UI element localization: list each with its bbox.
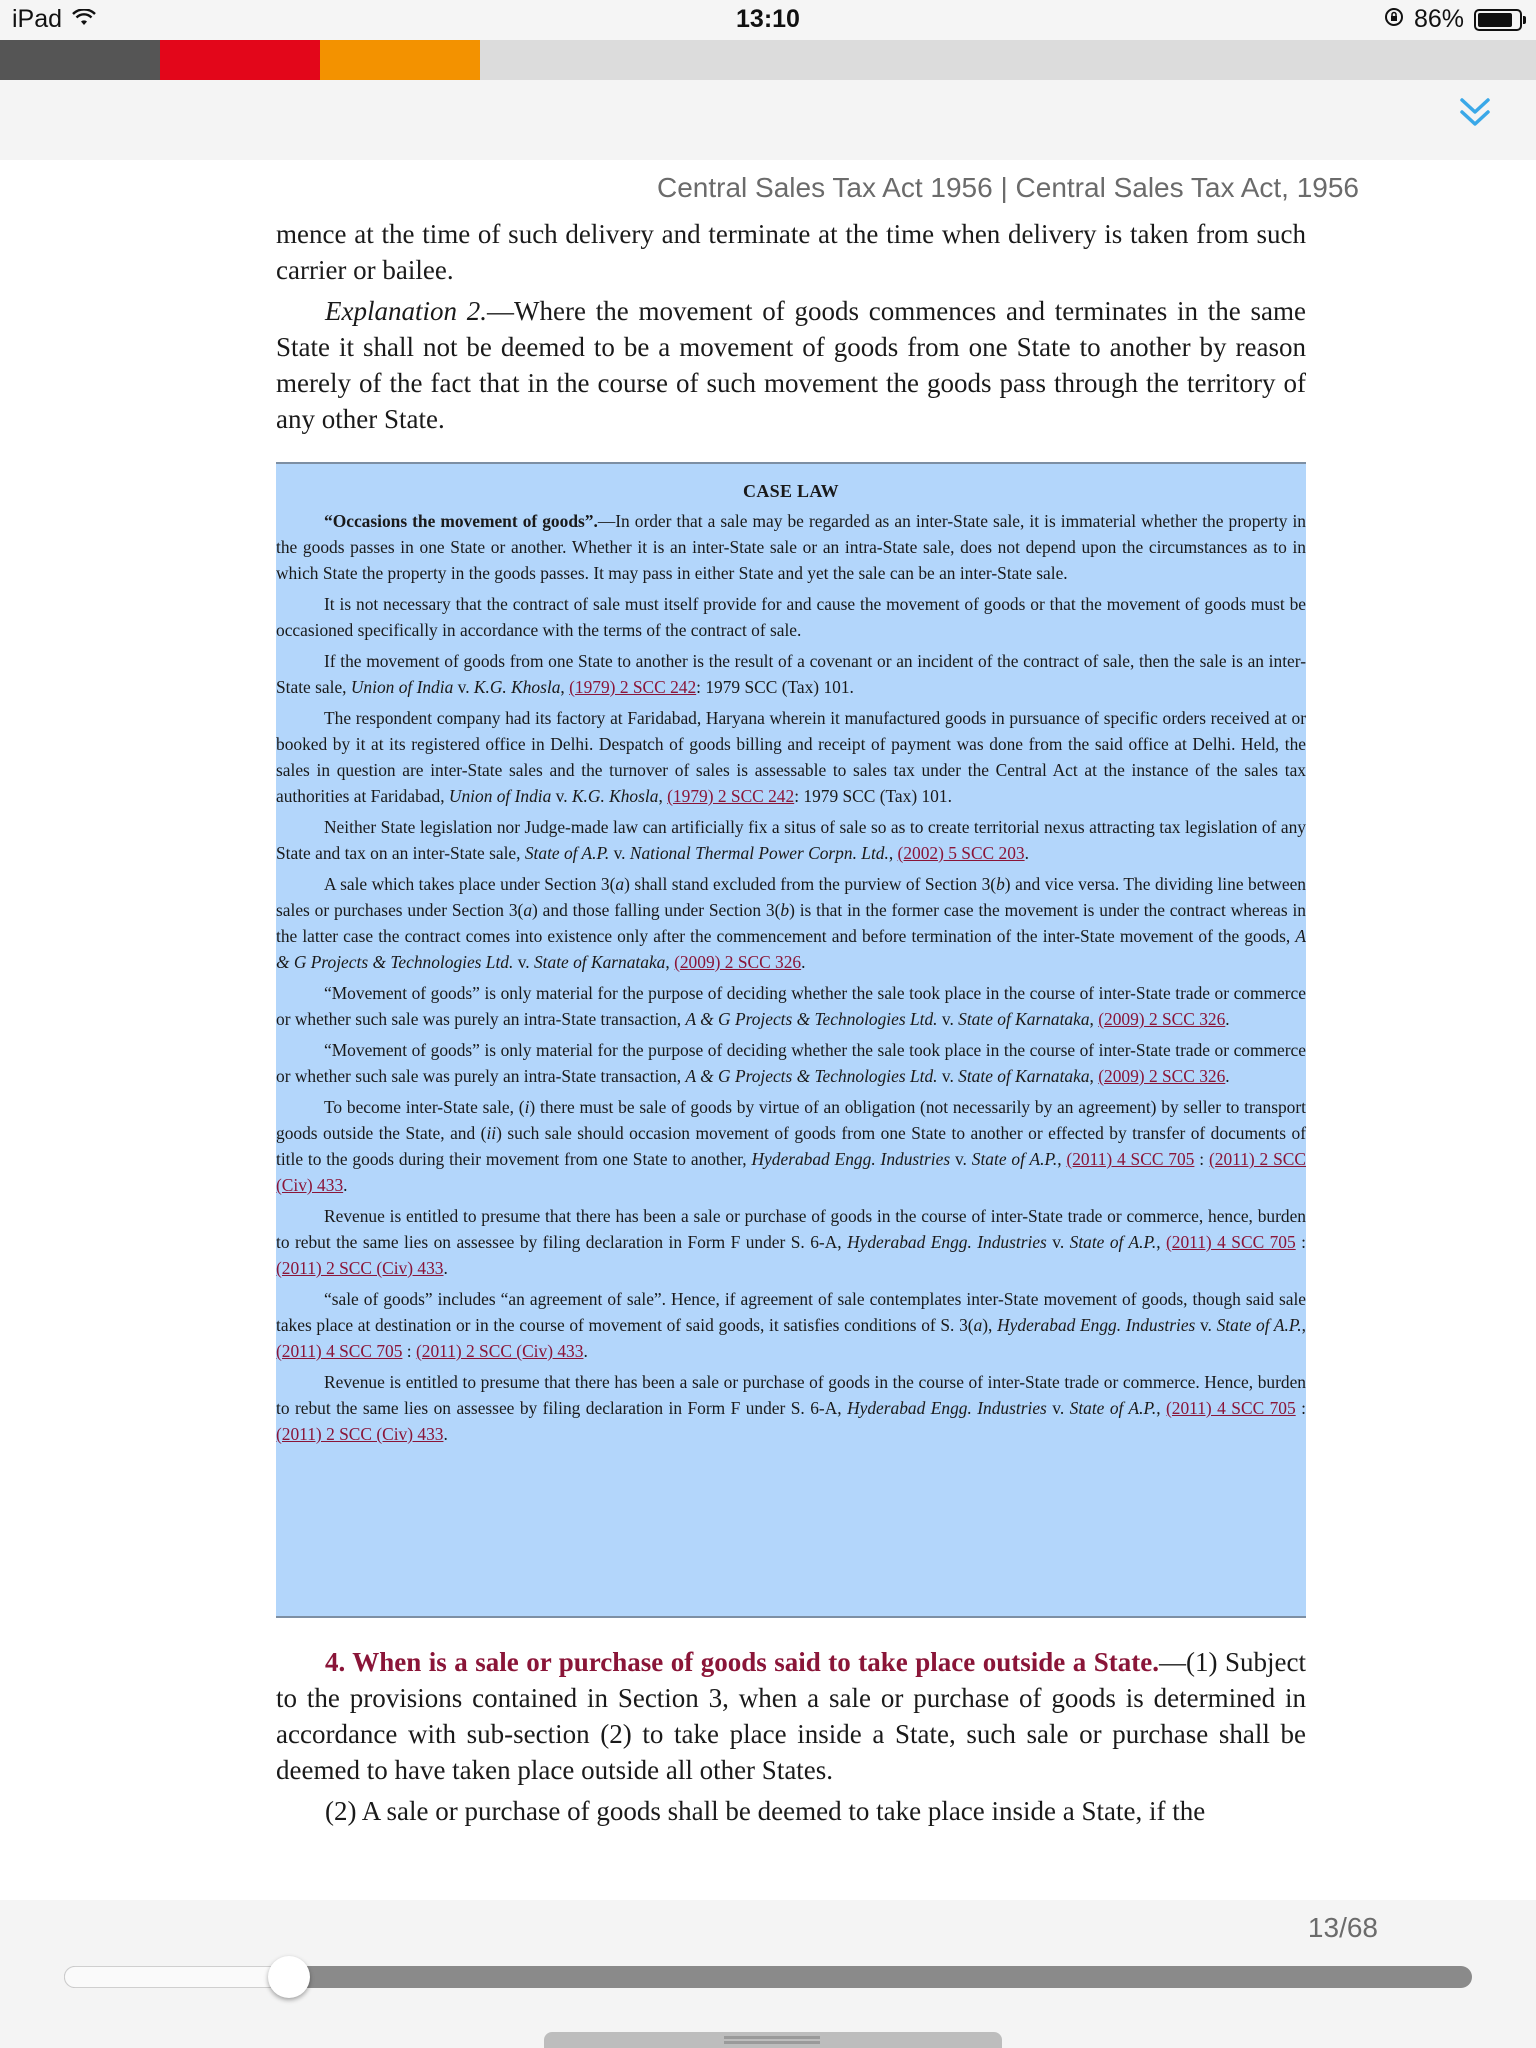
case-law-paragraph: “sale of goods” includes “an agreement of sale”. Hence, if agreement of sale contemplates inter-State movement of goods, though said sale takes place at destination or in the course of movement of said goods, it satisfies conditions of S. 3(a), Hyderabad Engg. Industries v. State of A.P., (2011) 4 SCC 705 : (2011) 2 SCC (Civ) 433. [276,1289,1306,1361]
battery-icon [1474,9,1522,31]
orientation-lock-icon [1384,5,1404,34]
color-tab-strip [0,40,1536,80]
reader-header [0,80,1536,160]
running-head: Central Sales Tax Act 1956 | Central Sales Tax Act, 1956 [657,172,1359,203]
citation-link[interactable]: (2011) 4 SCC 705 [276,1341,403,1361]
color-tab[interactable] [320,40,480,80]
case-law-box [276,462,1306,1618]
citation-link[interactable]: (2011) 2 SCC (Civ) 433 [276,1258,444,1278]
top-text [276,216,1306,442]
page-slider[interactable] [64,1966,1472,1988]
device-name: iPad [12,5,63,33]
section-4-text [276,1644,1306,1834]
citation-link[interactable]: (1979) 2 SCC 242 [667,786,795,806]
citation-link[interactable]: (2011) 4 SCC 705 [1166,1232,1296,1252]
page-count: 13/68 [1307,1912,1378,1943]
battery-percent: 86% [1413,5,1464,33]
paragraph: 4. When is a sale or purchase of goods said to take place outside a State.—(1) Subject to the provisions contained in Section 3, when a sale or purchase of goods is determined in accordance with sub-section (2) to take place inside a State, such sale or purchase shall be deemed to have taken place outside all other States. [276,1647,1306,1785]
color-tab[interactable] [0,40,160,80]
citation-link[interactable]: (2011) 2 SCC (Civ) 433 [276,1424,444,1444]
case-law-paragraph: The respondent company had its factory at Faridabad, Haryana wherein it manufactured goods in pursuance of specific orders received at or booked by it at its registered office in Delhi. Despatch of goods billing and receipt of payment was done from the said office at Delhi. Held, the sales in question are inter-State sales and the turnover of sales is assessable to sales tax under the Central Act at the instance of the sales tax authorities at Faridabad, Union of India v. K.G. Khosla, (1979) 2 SCC 242: 1979 SCC (Tax) 101. [276,708,1306,806]
document-page [0,160,1536,1900]
case-law-paragraph: “Occasions the movement of goods”.—In order that a sale may be regarded as an inter-State sale, it is immaterial whether the property in the goods passes in one State or another. Whether it is an inter-State sale or an intra-State sale, does not depend upon the circumstances as to in which State the property in the goods passes. It may pass in either State and yet the sale can be an inter-State sale. [276,511,1307,583]
drawer-handle[interactable] [544,2032,1002,2048]
case-law-paragraph: Revenue is entitled to presume that there has been a sale or purchase of goods in the course of inter-State trade or commerce, hence, burden to rebut the same lies on assessee by filing declaration in Form F under S. 6-A, Hyderabad Engg. Industries v. State of A.P., (2011) 4 SCC 705 : (2011) 2 SCC (Civ) 433. [276,1206,1306,1278]
slider-fill [64,1966,289,1988]
paragraph: mence at the time of such delivery and terminate at the time when delivery is taken from such carrier or bailee. [276,219,1306,285]
section-heading: 4. When is a sale or purchase of goods said to take place outside a State. [325,1647,1160,1677]
case-law-paragraph: Neither State legislation nor Judge-made law can artificially fix a situs of sale so as to create territorial nexus attracting tax legislation of any State and tax on an inter-State sale, State of A.P. v. National Thermal Power Corpn. Ltd., (2002) 5 SCC 203. [276,817,1306,863]
citation-link[interactable]: (2011) 2 SCC (Civ) 433 [276,1149,1306,1195]
case-law-paragraph: A sale which takes place under Section 3(a) shall stand excluded from the purview of Section 3(b) and vice versa. The dividing line between sales or purchases under Section 3(a) and those falling under Section 3(b) is that in the former case the movement is under the contract whereas in the latter case the contract comes into existence only after the commencement and before termination of the inter-State movement of the goods, A & G Projects & Technologies Ltd. v. State of Karnataka, (2009) 2 SCC 326. [276,874,1306,972]
slider-thumb[interactable] [268,1956,310,1998]
paragraph: (2) A sale or purchase of goods shall be deemed to take place inside a State, if the [325,1796,1206,1826]
case-law-paragraph: It is not necessary that the contract of sale must itself provide for and cause the movement of goods or that the movement of goods must be occasioned specifically in accordance with the terms of the contract of sale. [276,594,1306,640]
citation-link[interactable]: (2002) 5 SCC 203 [897,843,1025,863]
citation-link[interactable]: (2011) 2 SCC (Civ) 433 [415,1341,584,1361]
paragraph: Explanation 2.—Where the movement of goods commences and terminates in the same State it shall not be deemed to be a movement of goods from one State to another by reason merely of the fact that in the course of such movement the goods pass through the territory of any other State. [276,296,1307,434]
color-tab[interactable] [160,40,320,80]
citation-link[interactable]: (1979) 2 SCC 242 [569,677,697,697]
case-law-heading: CASE LAW [743,481,839,501]
citation-link[interactable]: (2011) 4 SCC 705 [1066,1149,1195,1169]
reader-footer [0,1900,1536,2048]
case-law-paragraph: “Movement of goods” is only material for the purpose of deciding whether the sale took place in the course of inter-State trade or commerce or whether such sale was purely an intra-State transaction, A & G Projects & Technologies Ltd. v. State of Karnataka, (2009) 2 SCC 326. [276,1040,1306,1086]
citation-link[interactable]: (2009) 2 SCC 326 [1098,1066,1226,1086]
status-bar [0,0,1536,40]
citation-link[interactable]: (2011) 4 SCC 705 [1166,1398,1296,1418]
case-law-paragraph: If the movement of goods from one State to another is the result of a covenant or an incident of the contract of sale, then the sale is an inter-State sale, Union of India v. K.G. Khosla, (1979) 2 SCC 242: 1979 SCC (Tax) 101. [276,651,1306,697]
double-chevron-down-icon[interactable] [1450,88,1500,138]
case-law-paragraph: To become inter-State sale, (i) there must be sale of goods by virtue of an obligation (not necessarily by an agreement) by seller to transport goods outside the State, and (ii) such sale should occasion movement of goods from one State to another or effected by transfer of documents of title to the goods during their movement from one State to another, Hyderabad Engg. Industries v. State of A.P., (2011) 4 SCC 705 : (2011) 2 SCC (Civ) 433. [276,1097,1306,1195]
status-time: 13:10 [736,5,800,33]
citation-link[interactable]: (2009) 2 SCC 326 [1098,1009,1226,1029]
citation-link[interactable]: (2009) 2 SCC 326 [674,952,802,972]
case-law-paragraph: Revenue is entitled to presume that there has been a sale or purchase of goods in the course of inter-State trade or commerce. Hence, burden to rebut the same lies on assessee by filing declaration in Form F under S. 6-A, Hyderabad Engg. Industries v. State of A.P., (2011) 4 SCC 705 : (2011) 2 SCC (Civ) 433. [276,1372,1306,1444]
case-law-paragraph: “Movement of goods” is only material for the purpose of deciding whether the sale took place in the course of inter-State trade or commerce or whether such sale was purely an intra-State transaction, A & G Projects & Technologies Ltd. v. State of Karnataka, (2009) 2 SCC 326. [276,983,1306,1029]
